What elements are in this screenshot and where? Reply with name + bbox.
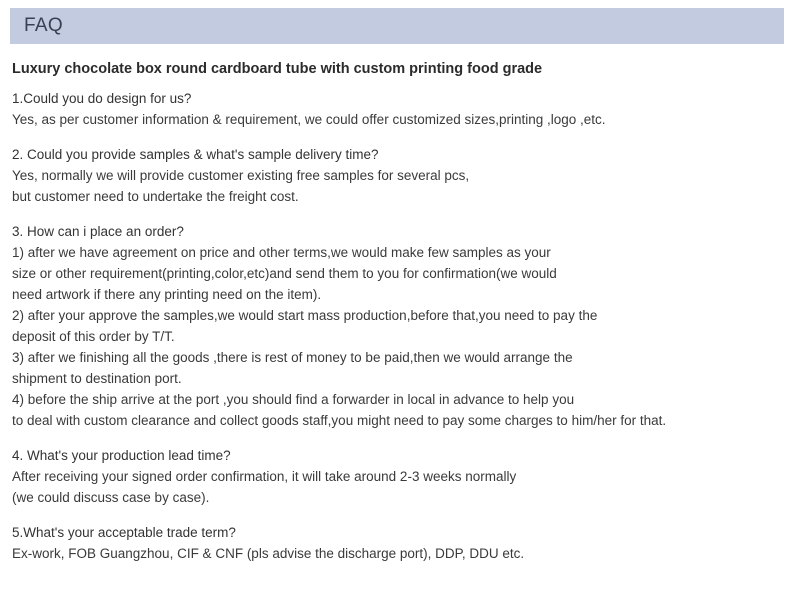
faq-line: deposit of this order by T/T. [12, 328, 175, 344]
faq-line: (we could discuss case by case). [12, 489, 210, 505]
faq-line: Yes, normally we will provide customer existing free samples for several pcs, [12, 167, 470, 183]
faq-line: 3) after we finishing all the goods ,there is rest of money to be paid,then we would arrange the [12, 349, 573, 365]
faq-line: Ex-work, FOB Guangzhou, CIF & CNF (pls advise the discharge port), DDP, DDU etc. [12, 545, 525, 561]
faq-line: 1.Could you do design for us? [12, 90, 192, 106]
faq-block [12, 522, 782, 564]
faq-line: but customer need to undertake the freight cost. [12, 188, 299, 204]
faq-line: 5.What's your acceptable trade term? [12, 524, 236, 540]
faq-block [12, 445, 782, 508]
faq-line: Yes, as per customer information & requirement, we could offer customized sizes,printing ,logo ,etc. [12, 111, 606, 127]
faq-header-bar [10, 8, 784, 44]
faq-block [12, 88, 782, 130]
faq-page [0, 8, 794, 611]
faq-line: 3. How can i place an order? [12, 223, 184, 239]
faq-line: size or other requirement(printing,color,etc)and send them to you for confirmation(we would [12, 265, 557, 281]
faq-block [12, 144, 782, 207]
faq-line: 2. Could you provide samples & what's sample delivery time? [12, 146, 379, 162]
faq-line: 4) before the ship arrive at the port ,you should find a forwarder in local in advance to help you [12, 391, 575, 407]
faq-line: 2) after your approve the samples,we would start mass production,before that,you need to pay the [12, 307, 598, 323]
faq-content [0, 60, 794, 564]
faq-header-title: FAQ [24, 15, 63, 36]
faq-line: After receiving your signed order confirmation, it will take around 2-3 weeks normally [12, 468, 517, 484]
faq-line: 1) after we have agreement on price and other terms,we would make few samples as your [12, 244, 551, 260]
faq-line: shipment to destination port. [12, 370, 182, 386]
faq-line: to deal with custom clearance and collect goods staff,you might need to pay some charges to him/her for that. [12, 412, 667, 428]
faq-block [12, 221, 782, 431]
faq-line: need artwork if there any printing need on the item). [12, 286, 322, 302]
faq-line: 4. What's your production lead time? [12, 447, 231, 463]
product-title: Luxury chocolate box round cardboard tube with custom printing food grade [12, 61, 543, 77]
